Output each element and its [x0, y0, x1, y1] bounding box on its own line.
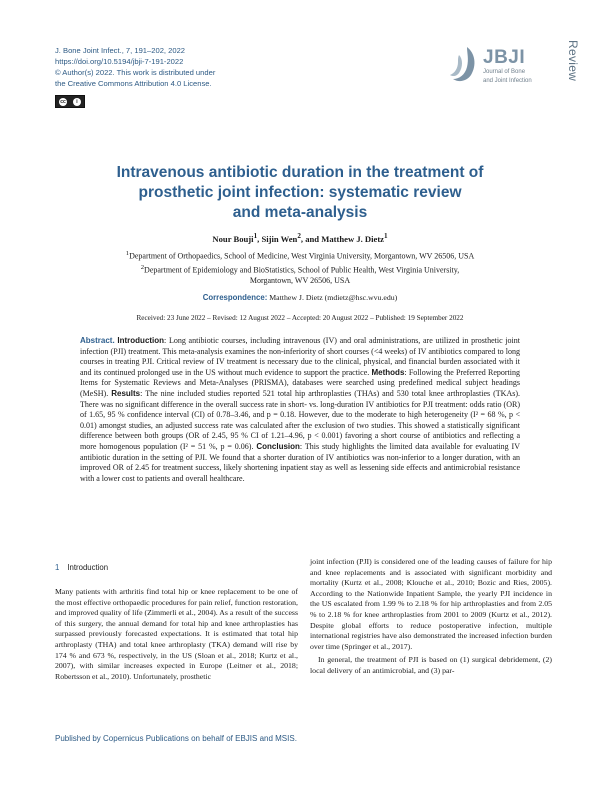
cc-by-license-icon[interactable]: [55, 95, 85, 108]
author-3-sup: 1: [384, 232, 388, 240]
section-number: 1: [55, 563, 60, 572]
cc-icon: cc: [60, 98, 66, 105]
correspondence: [0, 293, 600, 302]
license-line-2: the Creative Commons Attribution 4.0 License.: [55, 79, 212, 88]
article-type-label: [566, 40, 582, 110]
section-heading: [55, 563, 108, 572]
abstract-conclusion-label: Conclusion: [256, 441, 300, 451]
journal-logo: [447, 45, 547, 91]
title-line-3: and meta-analysis: [232, 204, 368, 221]
author-2-sup: 2: [297, 232, 301, 240]
article-title: [90, 163, 510, 223]
affiliation-1: [60, 248, 540, 262]
abstract-results-text: : The nine included studies reported 521 total hip arthroplasties (THAs) and 530 total knee arthroplasties (TKAs). There was no significant difference in the overall success rate in short- vs. long-duration IV antibiotics for PJI treatment: odds ratio (OR) of 1.65, 95 % confidence interval (CI) of 0.78–3.46, and p = 0.18. However, due to the moderate to high heterogeneity (I² = 68 %, p < 0.01) amongst studies, an adjusted success rate was calculated after the exclusion of two studies. This showed a statistically significant difference between both groups (OR of 2.45, 95 % CI of 1.21–4.96, p < 0.001) favoring a short course of antibiotics and reflecting a more homogenous population (I² = 51 %, p = 0.06).: [80, 388, 521, 451]
author-2: Sijin Wen: [261, 233, 298, 244]
author-1: Nour Bouji: [212, 233, 254, 244]
title-line-2: prosthetic joint infection: systematic review: [138, 184, 462, 201]
license-line-1: © Author(s) 2022. This work is distributed under: [55, 68, 216, 77]
by-person-icon: i: [73, 98, 81, 106]
jbji-mark-icon: [447, 45, 479, 85]
logo-subtitle-2: and Joint Infection: [483, 78, 532, 84]
logo-subtitle-1: Journal of Bone: [483, 69, 526, 75]
body-paragraph: joint infection (PJI) is considered one of the leading causes of failure for hip and knee replacements and is associated with significant morbidity and mortality (Kurtz et al., 2008; Klouche et al., 2010; Bozic and Ries, 2005). According to the Nationwide Inpatient Sample, the yearly PJI incidence in the US escalated from 1.99 % to 2.18 % for hip arthroplasties and from 2.05 % to 2.18 % for knee arthroplasties from 2001 to 2009 (Kurtz et al., 2012). Despite global efforts to reduce postoperative infection, multiple international registries have also demonstrated the increased infection burden over time (Springer et al., 2017).: [310, 557, 552, 651]
review-label: Review: [566, 40, 580, 82]
citation-block: [55, 45, 315, 89]
body-column-left: Many patients with arthritis find total hip or knee replacement to be one of the most effective orthopaedic procedures for pain relief, function restoration, and improved quality of life (Zimmerli et al., 2004). As a result of the success of this surgery, the annual demand for total hip and knee arthroplasties has surpassed previously forecasted expectations. It is estimated that total hip arthroplasty (THA) and total knee arthroplasty (TKA) demand will rise by 174 % and 673 %, respectively, in the US (Sloan et al., 2018; Kurtz et al., 2007), with similar increases expected in Europe (Leitner et al., 2018; Robertsson et al., 2010). Unfortunately, prosthetic: [55, 587, 298, 681]
correspondence-email[interactable]: Matthew J. Dietz (mdietz@hsc.wvu.edu): [269, 293, 398, 302]
affiliation-2: [60, 262, 540, 276]
author-sep-2: , and: [300, 233, 322, 244]
affiliation-2-text: Department of Epidemiology and BioStatistics, School of Public Health, West Virginia University,: [144, 265, 460, 275]
affiliations: [60, 248, 540, 286]
abstract-results-label: Results: [111, 388, 141, 398]
author-3: Matthew J. Dietz: [321, 233, 384, 244]
section-title: Introduction: [67, 563, 109, 572]
publisher-footer: Published by Copernicus Publications on behalf of EBJIS and MSIS.: [55, 734, 297, 743]
affiliation-2-sup: 2: [140, 263, 145, 271]
logo-abbr: JBJI: [483, 47, 526, 68]
body-column-right: [310, 557, 552, 680]
affiliation-1-text: Department of Orthopaedics, School of Medicine, West Virginia University, Morgantown, WV 26506, USA: [129, 251, 475, 261]
author-sep-1: ,: [257, 233, 262, 244]
abstract: [80, 336, 520, 484]
body-paragraph: In general, the treatment of PJI is based on (1) surgical debridement, (2) local delivery of an antimicrobial, and (3) par-: [310, 655, 552, 675]
journal-citation: J. Bone Joint Infect., 7, 191–202, 2022: [55, 46, 186, 55]
correspondence-label: Correspondence:: [202, 293, 268, 302]
author-list: [0, 232, 600, 244]
doi-link[interactable]: https://doi.org/10.5194/jbji-7-191-2022: [55, 57, 184, 66]
abstract-intro-label: Introduction: [117, 336, 165, 345]
abstract-methods-label: Methods: [371, 367, 405, 377]
abstract-intro-text: : Long antibiotic courses, including intravenous (IV) and oral administrations, are utilized in prosthetic joint infection (PJI) treatment. This meta-analysis examines the non-inferiority of short courses (<4 weeks) of IV antibiotics compared to long courses in treating PJI. Critical review of IV treatment is necessary due to the clinical, physical, and financial burden associated with it and its continued prolonged use in the US without much evidence to support the practice.: [80, 336, 521, 377]
abstract-conclusion-text: : This study highlights the limited data available for evaluating IV antibiotic duration in the setting of PJI. We found that a shorter duration of IV antibiotics was non-inferior to a longer duration, with an improved OR of 2.45 for treatment success, likely shortening inpatient stay as well as lessening side effects and antimicrobial resistance with a lower cost to patients and overall healthcare.: [80, 441, 520, 483]
abstract-methods-text: : Following the Preferred Reporting Items for Systematic Reviews and Meta-Analyses (PRISMA), databases were searched using predefined medical subject headings (MeSH).: [80, 367, 520, 398]
abstract-label: Abstract.: [80, 336, 115, 345]
publication-dates: Received: 23 June 2022 – Revised: 12 August 2022 – Accepted: 20 August 2022 – Published: 19 September 2022: [136, 314, 464, 322]
title-line-1: Intravenous antibiotic duration in the treatment of: [116, 164, 484, 181]
affiliation-1-sup: 1: [125, 250, 130, 257]
author-1-sup: 1: [253, 232, 258, 240]
affiliation-2-cont: Morgantown, WV 26506, USA: [249, 276, 351, 286]
